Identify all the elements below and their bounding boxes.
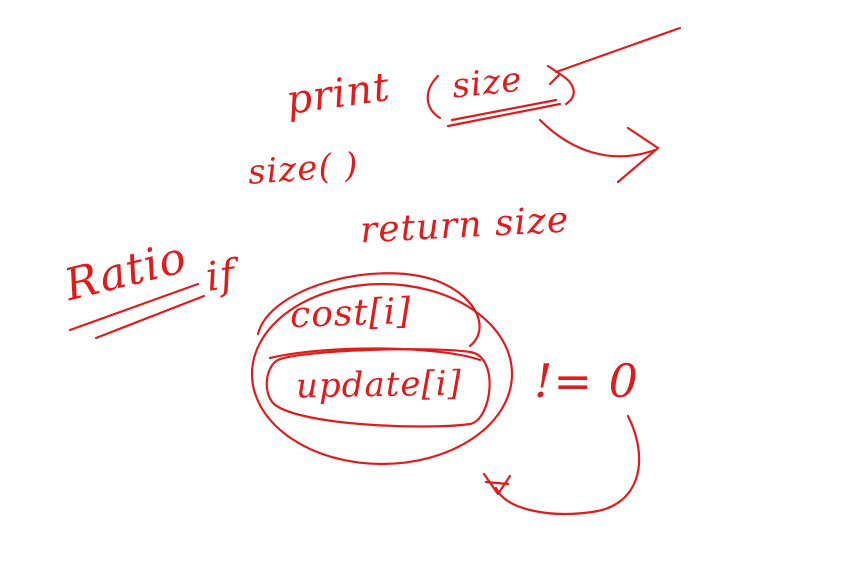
pointer-arrow-head: [548, 66, 560, 84]
if-keyword: if: [202, 251, 239, 301]
size-argument: size: [450, 59, 525, 107]
not-equal-zero: != 0: [534, 354, 639, 408]
pointer-arrow-line: [556, 28, 680, 72]
close-paren-stroke: [560, 74, 574, 104]
print-word: print: [283, 63, 394, 125]
return-arrow-stroke: [496, 416, 639, 514]
size-call: size( ): [246, 145, 360, 193]
return-arrow-head: [484, 474, 510, 494]
update-expression: update[i]: [295, 363, 463, 407]
ratio-label: Ratio: [59, 231, 192, 312]
return-statement: return size: [359, 199, 571, 252]
cost-expression: cost[i]: [289, 290, 413, 337]
curved-arrow-stroke: [540, 120, 655, 156]
open-paren-stroke: [428, 76, 440, 118]
